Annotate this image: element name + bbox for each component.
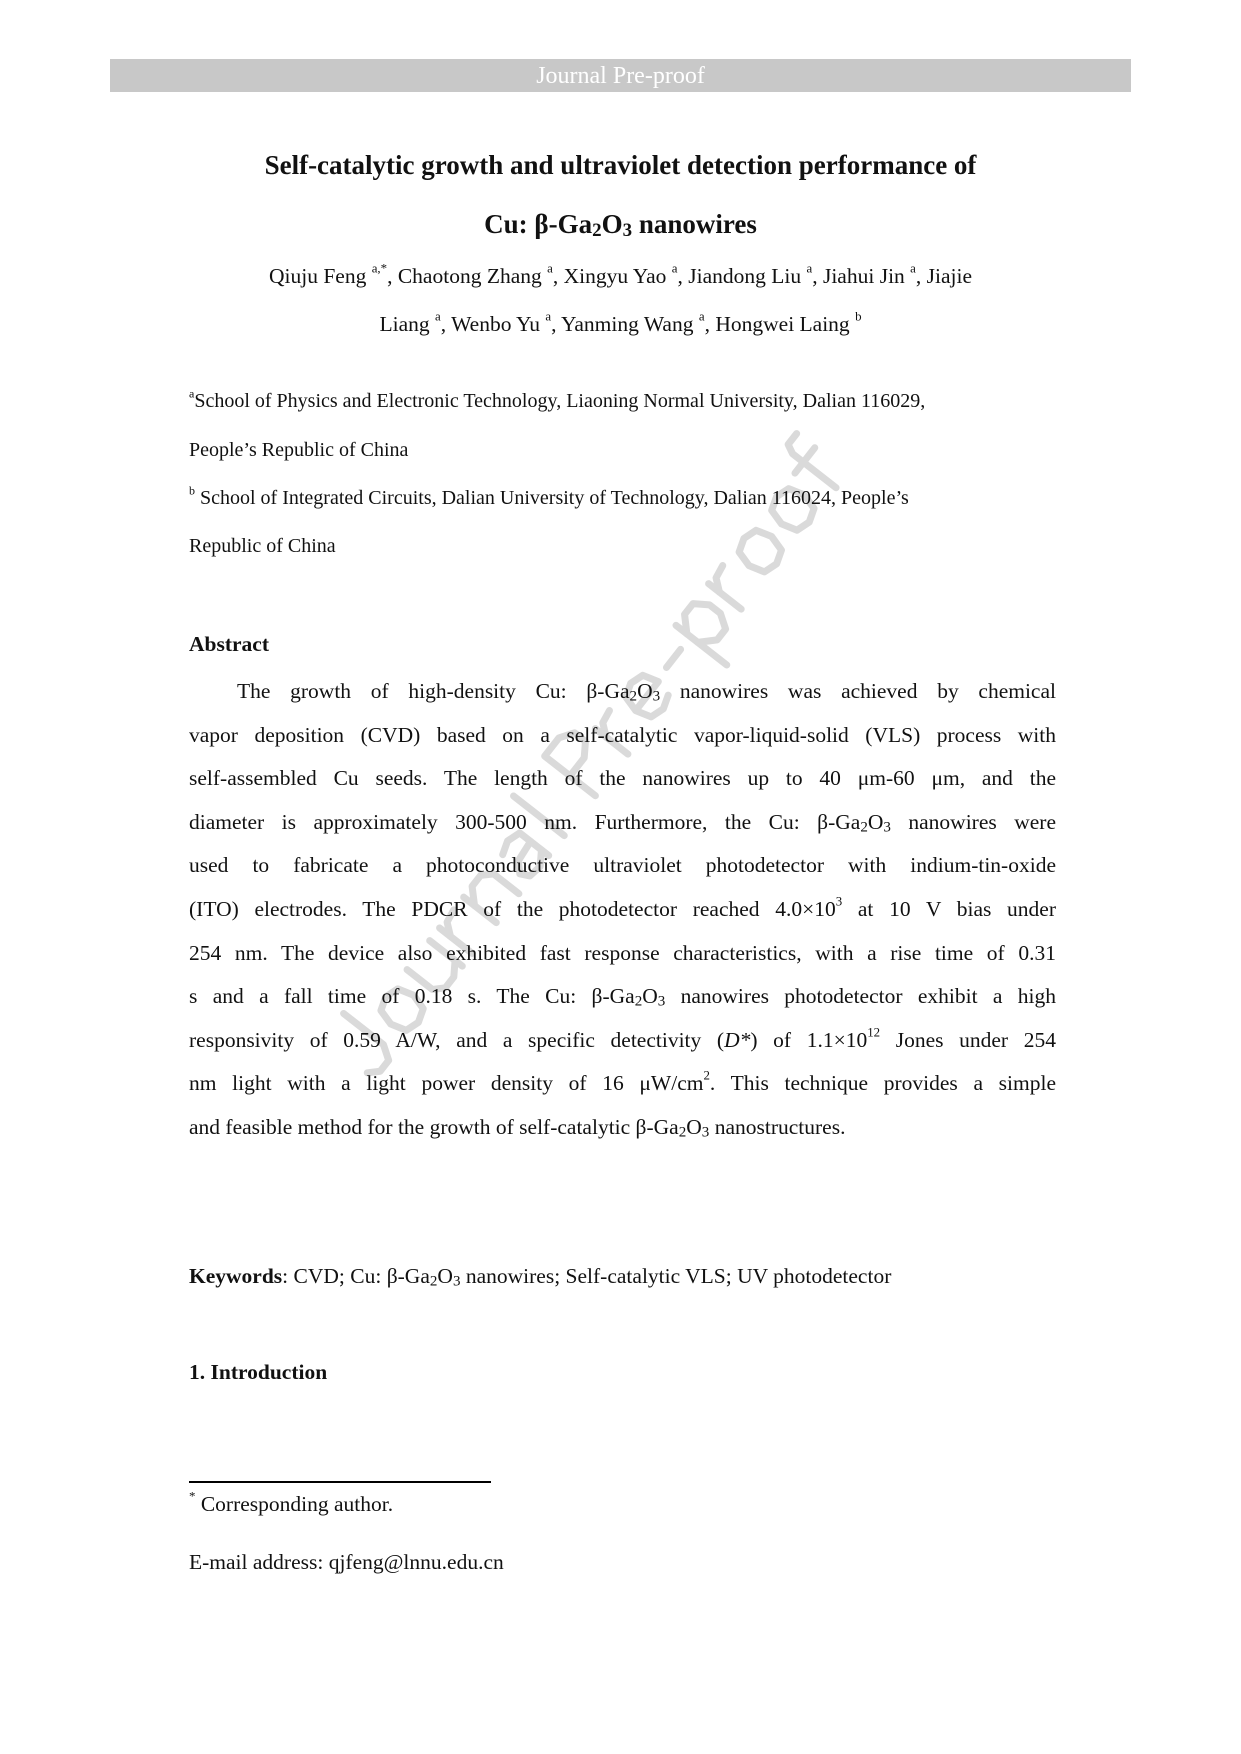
author: Jiajie (926, 264, 973, 288)
abstract-line: (ITO) electrodes. The PDCR of the photodetector reached $4.0\times 10^3$ at 10 V bias under (189, 894, 1056, 921)
author-list-line-1: Qiuju Feng $^{a,*}$, Chaotong Zhang $^a$, Xingyu Yao $^a$, Jiandong Liu $^a$, Jiahui Jin $^a$, Jiajie (268, 261, 973, 288)
author: Chaotong Zhang $^a$ (397, 261, 553, 288)
journal-pre-proof-banner (110, 59, 1131, 92)
author: Jiandong Liu $^a$ (688, 261, 813, 288)
abstract-heading: Abstract (189, 632, 270, 656)
paper-title-line-1: Self-catalytic growth and ultraviolet detection performance of (264, 150, 977, 180)
footnote-separator (189, 1481, 491, 1483)
affiliation-b-line-1: $^b$ School of Integrated Circuits, Dalian University of Technology, Dalian 116024, People’s (189, 483, 909, 509)
author: Liang $^a$ (379, 309, 441, 336)
abstract-line: self-assembled Cu seeds. The length of the nanowires up to 40 μm-60 μm, and the (189, 766, 1056, 791)
abstract-line: vapor deposition (CVD) based on a self-catalytic vapor-liquid-solid (VLS) process with (189, 722, 1056, 747)
keywords: Keywords: CVD; Cu: $\beta-Ga_2O_3$ nanowires; Self-catalytic VLS; UV photodetector (189, 1264, 892, 1290)
watermark-glyph (676, 596, 731, 650)
watermark-glyph (709, 566, 734, 593)
abstract-line: s and a fall time of 0.18 s. The Cu: $\beta-Ga_2O_3$ nanowires photodetector exhibit a high (189, 984, 1056, 1010)
watermark-glyph (733, 524, 788, 579)
author: Jiahui Jin $^a$ (822, 261, 916, 288)
banner-text: Journal Pre-proof (536, 62, 705, 89)
abstract-line: 254 nm. The device also exhibited fast response characteristics, with a rise time of 0.31 (189, 940, 1056, 965)
affiliation-a-line-1: $^a$School of Physics and Electronic Technology, Liaoning Normal University, Dalian 116029, (189, 386, 926, 412)
author: Qiuju Feng $^{a,*}$ (268, 261, 388, 288)
keywords-label: Keywords (189, 1264, 283, 1288)
abstract-line: responsivity of 0.59 A/W, and a specific detectivity (D*) of $1.1\times 10^{12}$ Jones under 254 (189, 1025, 1056, 1052)
abstract-line: The growth of high-density Cu: $\beta-Ga_2O_3$ nanowires was achieved by chemical (237, 679, 1056, 705)
footnote-email: E-mail address: qjfeng@lnnu.edu.cn (189, 1550, 504, 1574)
paper-title-line-2: Cu: $\beta-Ga_2O_3$ nanowires (484, 209, 757, 241)
watermark-glyph (795, 448, 815, 473)
watermark-glyph (666, 649, 680, 667)
abstract-line: and feasible method for the growth of self-catalytic $\beta-Ga_2O_3$ nanostructures. (189, 1115, 846, 1141)
abstract-line: nm light with a light power density of 16 $\mu W/cm^2$. This technique provides a simple (189, 1069, 1056, 1096)
abstract-line: used to fabricate a photoconductive ultraviolet photodetector with indium-tin-oxide (189, 853, 1056, 878)
author: Yanming Wang $^a$ (561, 309, 705, 336)
footnote-corresponding-author: * Corresponding author. (189, 1489, 394, 1516)
author: Xingyu Yao $^a$ (563, 261, 678, 288)
abstract-line: diameter is approximately 300-500 nm. Furthermore, the Cu: $\beta-Ga_2O_3$ nanowires were (189, 809, 1056, 836)
affiliation-a-line-2: People’s Republic of China (189, 439, 409, 461)
watermark-glyph (785, 434, 847, 488)
watermark-glyph (676, 625, 727, 665)
author-list-line-2: Liang $^a$, Wenbo Yu $^a$, Yanming Wang $^a$, Hongwei Laing $^b$ (379, 309, 862, 336)
author: Wenbo Yu $^a$ (451, 309, 552, 336)
affiliation-b-line-2: Republic of China (189, 535, 336, 557)
watermark-glyph (709, 584, 742, 609)
section-heading-introduction: 1. Introduction (189, 1360, 328, 1384)
author: Hongwei Laing $^b$ (715, 309, 862, 336)
